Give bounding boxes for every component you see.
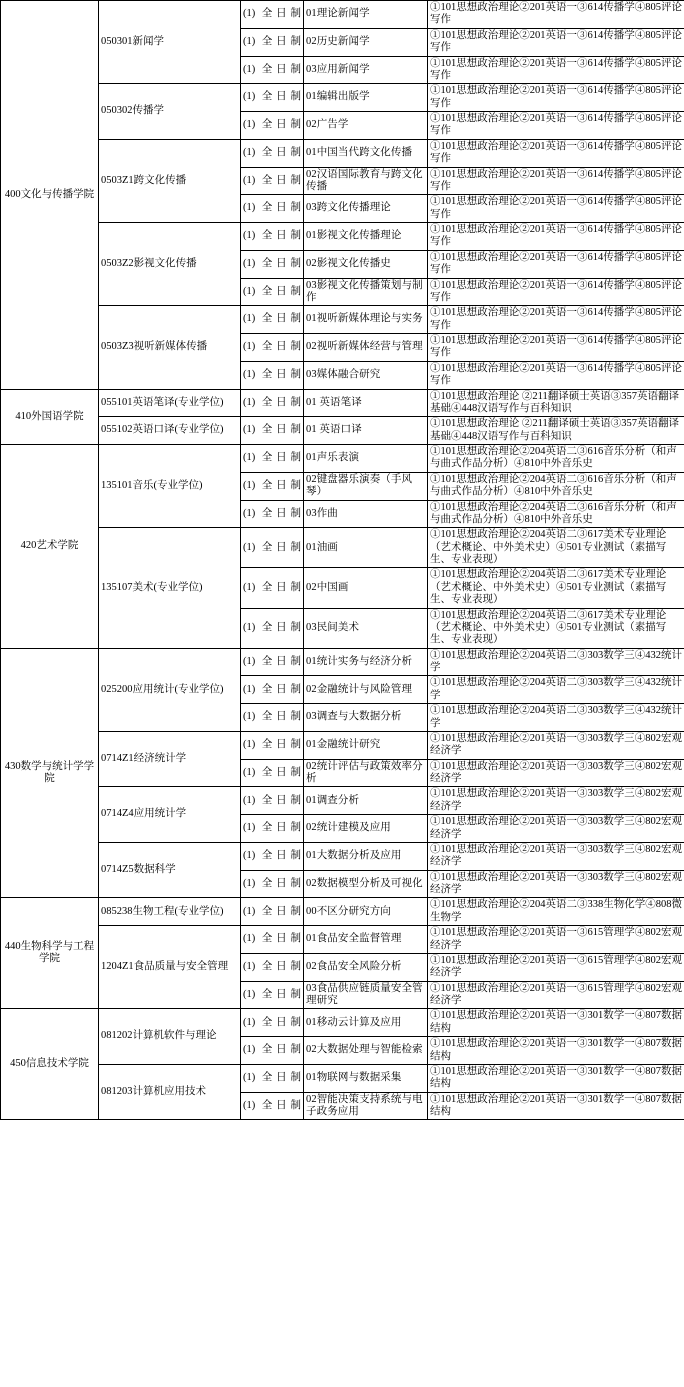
study-mode-cell [241, 334, 304, 362]
study-mode-label: (1) 全日制 [243, 202, 301, 214]
exam-subjects-cell: ①101思想政治理论②201英语一③303数学三④802宏观经济学 [428, 731, 684, 759]
research-direction-cell: 03应用新闻学 [304, 56, 428, 84]
research-direction-cell: 02键盘器乐演奏（手风琴） [304, 472, 428, 500]
study-mode-cell [241, 1009, 304, 1037]
major-name-cell: 081202计算机软件与理论 [99, 1009, 241, 1065]
research-direction-cell: 01统计实务与经济分析 [304, 648, 428, 676]
research-direction-cell: 01 英语口译 [304, 417, 428, 445]
research-direction-cell: 01食品安全监督管理 [304, 926, 428, 954]
study-mode-label: (1) 全日制 [243, 621, 301, 633]
exam-subjects-cell: ①101思想政治理论 ②211翻译硕士英语③357英语翻译基础④448汉语写作与百科知识 [428, 417, 684, 445]
study-mode-label: (1) 全日制 [243, 91, 301, 103]
study-mode-cell [241, 472, 304, 500]
exam-subjects-cell: ①101思想政治理论②204英语二③303数学三④432统计学 [428, 676, 684, 704]
research-direction-cell: 03食品供应链质量安全管理研究 [304, 981, 428, 1009]
study-mode-cell [241, 815, 304, 843]
study-mode-cell [241, 84, 304, 112]
study-mode-label: (1) 全日制 [243, 655, 301, 667]
college-name-cell: 400文化与传播学院 [1, 1, 99, 390]
table-row [1, 898, 684, 926]
exam-subjects-cell: ①101思想政治理论②201英语一③301数学一④807数据结构 [428, 1009, 684, 1037]
college-name-cell: 440生物科学与工程学院 [1, 898, 99, 1009]
study-mode-label: (1) 全日制 [243, 313, 301, 325]
exam-subjects-cell: ①101思想政治理论②201英语一③614传播学④805评论写作 [428, 167, 684, 195]
exam-subjects-cell: ①101思想政治理论②201英语一③303数学三④802宏观经济学 [428, 787, 684, 815]
major-name-cell: 0503Z3视听新媒体传播 [99, 306, 241, 389]
study-mode-cell [241, 953, 304, 981]
research-direction-cell: 01影视文化传播理论 [304, 223, 428, 251]
study-mode-cell [241, 139, 304, 167]
major-name-cell: 081203计算机应用技术 [99, 1064, 241, 1120]
study-mode-cell [241, 112, 304, 140]
major-name-cell: 0503Z2影视文化传播 [99, 223, 241, 306]
study-mode-cell [241, 731, 304, 759]
study-mode-cell [241, 417, 304, 445]
study-mode-label: (1) 全日制 [243, 850, 301, 862]
major-name-cell: 0714Z5数据科学 [99, 842, 241, 898]
research-direction-cell: 03影视文化传播策划与制作 [304, 278, 428, 306]
exam-subjects-cell: ①101思想政治理论 ②211翻译硕士英语③357英语翻译基础④448汉语写作与百科知识 [428, 389, 684, 417]
exam-subjects-cell: ①101思想政治理论②201英语一③614传播学④805评论写作 [428, 250, 684, 278]
study-mode-cell [241, 278, 304, 306]
exam-subjects-cell: ①101思想政治理论②201英语一③614传播学④805评论写作 [428, 334, 684, 362]
research-direction-cell: 03媒体融合研究 [304, 361, 428, 389]
study-mode-cell [241, 568, 304, 608]
major-name-cell: 1204Z1食品质量与安全管理 [99, 926, 241, 1009]
research-direction-cell: 02中国画 [304, 568, 428, 608]
study-mode-label: (1) 全日制 [243, 683, 301, 695]
study-mode-cell [241, 528, 304, 568]
table-row [1, 306, 684, 334]
research-direction-cell: 02视听新媒体经营与管理 [304, 334, 428, 362]
college-name-cell: 430数学与统计学学院 [1, 648, 99, 898]
exam-subjects-cell: ①101思想政治理论②201英语一③614传播学④805评论写作 [428, 361, 684, 389]
exam-subjects-cell: ①101思想政治理论②201英语一③303数学三④802宏观经济学 [428, 815, 684, 843]
study-mode-label: (1) 全日制 [243, 257, 301, 269]
study-mode-label: (1) 全日制 [243, 341, 301, 353]
study-mode-cell [241, 195, 304, 223]
research-direction-cell: 03民间美术 [304, 608, 428, 648]
study-mode-label: (1) 全日制 [243, 1072, 301, 1084]
research-direction-cell: 02统计评估与政策效率分析 [304, 759, 428, 787]
major-name-cell: 085238生物工程(专业学位) [99, 898, 241, 926]
table-row [1, 787, 684, 815]
research-direction-cell: 01中国当代跨文化传播 [304, 139, 428, 167]
table-row [1, 1, 684, 29]
study-mode-cell [241, 223, 304, 251]
study-mode-label: (1) 全日制 [243, 174, 301, 186]
table-row [1, 389, 684, 417]
exam-subjects-cell: ①101思想政治理论②201英语一③614传播学④805评论写作 [428, 56, 684, 84]
table-row [1, 417, 684, 445]
study-mode-label: (1) 全日制 [243, 368, 301, 380]
study-mode-cell [241, 981, 304, 1009]
major-name-cell: 0714Z4应用统计学 [99, 787, 241, 843]
research-direction-cell: 01移动云计算及应用 [304, 1009, 428, 1037]
study-mode-label: (1) 全日制 [243, 988, 301, 1000]
study-mode-label: (1) 全日制 [243, 424, 301, 436]
study-mode-label: (1) 全日制 [243, 1016, 301, 1028]
research-direction-cell: 02汉语国际教育与跨文化传播 [304, 167, 428, 195]
research-direction-cell: 01金融统计研究 [304, 731, 428, 759]
research-direction-cell: 01油画 [304, 528, 428, 568]
exam-subjects-cell: ①101思想政治理论②201英语一③303数学三④802宏观经济学 [428, 759, 684, 787]
study-mode-cell [241, 926, 304, 954]
study-mode-cell [241, 676, 304, 704]
table-row [1, 842, 684, 870]
exam-subjects-cell: ①101思想政治理论②204英语二③303数学三④432统计学 [428, 704, 684, 732]
exam-subjects-cell: ①101思想政治理论②201英语一③615管理学④802宏观经济学 [428, 981, 684, 1009]
study-mode-cell [241, 759, 304, 787]
study-mode-label: (1) 全日制 [243, 452, 301, 464]
research-direction-cell: 01调查分析 [304, 787, 428, 815]
study-mode-label: (1) 全日制 [243, 711, 301, 723]
exam-subjects-cell: ①101思想政治理论②201英语一③301数学一④807数据结构 [428, 1037, 684, 1065]
study-mode-label: (1) 全日制 [243, 766, 301, 778]
study-mode-cell [241, 500, 304, 528]
study-mode-label: (1) 全日制 [243, 581, 301, 593]
research-direction-cell: 01理论新闻学 [304, 1, 428, 29]
study-mode-cell [241, 842, 304, 870]
college-name-cell: 450信息技术学院 [1, 1009, 99, 1120]
study-mode-label: (1) 全日制 [243, 35, 301, 47]
table-row [1, 731, 684, 759]
major-name-cell: 055101英语笔译(专业学位) [99, 389, 241, 417]
exam-subjects-cell: ①101思想政治理论②201英语一③614传播学④805评论写作 [428, 306, 684, 334]
research-direction-cell: 02历史新闻学 [304, 28, 428, 56]
study-mode-cell [241, 1037, 304, 1065]
table-row [1, 445, 684, 473]
study-mode-label: (1) 全日制 [243, 905, 301, 917]
research-direction-cell: 01大数据分析及应用 [304, 842, 428, 870]
exam-subjects-cell: ①101思想政治理论②204英语二③617美术专业理论（艺术概论、中外美术史）④501专业测试（素描写生、专业表现） [428, 568, 684, 608]
study-mode-label: (1) 全日制 [243, 1044, 301, 1056]
research-direction-cell: 02统计建模及应用 [304, 815, 428, 843]
study-mode-label: (1) 全日制 [243, 794, 301, 806]
research-direction-cell: 01视听新媒体理论与实务 [304, 306, 428, 334]
major-name-cell: 025200应用统计(专业学位) [99, 648, 241, 731]
research-direction-cell: 02数据模型分析及可视化 [304, 870, 428, 898]
exam-subjects-cell: ①101思想政治理论②204英语二③616音乐分析（和声与曲式作品分析）④810中外音乐史 [428, 500, 684, 528]
study-mode-label: (1) 全日制 [243, 230, 301, 242]
study-mode-cell [241, 250, 304, 278]
major-name-cell: 0714Z1经济统计学 [99, 731, 241, 787]
exam-subjects-cell: ①101思想政治理论②201英语一③614传播学④805评论写作 [428, 1, 684, 29]
research-direction-cell: 01声乐表演 [304, 445, 428, 473]
table-row [1, 1009, 684, 1037]
exam-subjects-cell: ①101思想政治理论②201英语一③614传播学④805评论写作 [428, 278, 684, 306]
study-mode-label: (1) 全日制 [243, 541, 301, 553]
study-mode-cell [241, 28, 304, 56]
major-name-cell: 050301新闻学 [99, 1, 241, 84]
table-row [1, 528, 684, 568]
study-mode-cell [241, 56, 304, 84]
study-mode-label: (1) 全日制 [243, 479, 301, 491]
study-mode-label: (1) 全日制 [243, 877, 301, 889]
research-direction-cell: 00不区分研究方向 [304, 898, 428, 926]
study-mode-cell [241, 389, 304, 417]
exam-subjects-cell: ①101思想政治理论②201英语一③614传播学④805评论写作 [428, 84, 684, 112]
exam-subjects-cell: ①101思想政治理论②204英语二③616音乐分析（和声与曲式作品分析）④810中外音乐史 [428, 445, 684, 473]
table-row [1, 1064, 684, 1092]
exam-subjects-cell: ①101思想政治理论②204英语二③617美术专业理论（艺术概论、中外美术史）④501专业测试（素描写生、专业表现） [428, 608, 684, 648]
study-mode-cell [241, 648, 304, 676]
study-mode-label: (1) 全日制 [243, 146, 301, 158]
exam-subjects-cell: ①101思想政治理论②201英语一③614传播学④805评论写作 [428, 28, 684, 56]
study-mode-cell [241, 1064, 304, 1092]
exam-subjects-cell: ①101思想政治理论②204英语二③338生物化学④808微生物学 [428, 898, 684, 926]
college-name-cell: 410外国语学院 [1, 389, 99, 445]
research-direction-cell: 03跨文化传播理论 [304, 195, 428, 223]
exam-subjects-cell: ①101思想政治理论②201英语一③303数学三④802宏观经济学 [428, 870, 684, 898]
exam-subjects-cell: ①101思想政治理论②201英语一③303数学三④802宏观经济学 [428, 842, 684, 870]
research-direction-cell: 02食品安全风险分析 [304, 953, 428, 981]
study-mode-label: (1) 全日制 [243, 8, 301, 20]
major-name-cell: 050302传播学 [99, 84, 241, 140]
study-mode-label: (1) 全日制 [243, 933, 301, 945]
exam-subjects-cell: ①101思想政治理论②204英语二③616音乐分析（和声与曲式作品分析）④810中外音乐史 [428, 472, 684, 500]
table-row [1, 648, 684, 676]
research-direction-cell: 02智能决策支持系统与电子政务应用 [304, 1092, 428, 1120]
major-name-cell: 135101音乐(专业学位) [99, 445, 241, 528]
study-mode-label: (1) 全日制 [243, 119, 301, 131]
exam-subjects-cell: ①101思想政治理论②204英语二③303数学三④432统计学 [428, 648, 684, 676]
exam-subjects-cell: ①101思想政治理论②201英语一③301数学一④807数据结构 [428, 1064, 684, 1092]
study-mode-cell [241, 167, 304, 195]
exam-subjects-cell: ①101思想政治理论②201英语一③615管理学④802宏观经济学 [428, 926, 684, 954]
research-direction-cell: 03调查与大数据分析 [304, 704, 428, 732]
major-name-cell: 0503Z1跨文化传播 [99, 139, 241, 222]
study-mode-label: (1) 全日制 [243, 961, 301, 973]
study-mode-cell [241, 1, 304, 29]
table-row [1, 139, 684, 167]
study-mode-cell [241, 608, 304, 648]
study-mode-cell [241, 704, 304, 732]
research-direction-cell: 02影视文化传播史 [304, 250, 428, 278]
research-direction-cell: 02大数据处理与智能检索 [304, 1037, 428, 1065]
study-mode-cell [241, 361, 304, 389]
table-row [1, 926, 684, 954]
research-direction-cell: 02广告学 [304, 112, 428, 140]
study-mode-label: (1) 全日制 [243, 396, 301, 408]
study-mode-cell [241, 870, 304, 898]
study-mode-label: (1) 全日制 [243, 507, 301, 519]
study-mode-label: (1) 全日制 [243, 822, 301, 834]
study-mode-label: (1) 全日制 [243, 739, 301, 751]
exam-subjects-cell: ①101思想政治理论②201英语一③614传播学④805评论写作 [428, 139, 684, 167]
table-row [1, 84, 684, 112]
study-mode-cell [241, 787, 304, 815]
major-name-cell: 135107美术(专业学位) [99, 528, 241, 648]
study-mode-cell [241, 1092, 304, 1120]
exam-subjects-cell: ①101思想政治理论②201英语一③614传播学④805评论写作 [428, 195, 684, 223]
exam-subjects-cell: ①101思想政治理论②201英语一③614传播学④805评论写作 [428, 223, 684, 251]
study-mode-label: (1) 全日制 [243, 63, 301, 75]
research-direction-cell: 01物联网与数据采集 [304, 1064, 428, 1092]
study-mode-label: (1) 全日制 [243, 1099, 301, 1111]
table-row [1, 223, 684, 251]
college-name-cell: 420艺术学院 [1, 445, 99, 649]
study-mode-cell [241, 898, 304, 926]
exam-subjects-cell: ①101思想政治理论②201英语一③615管理学④802宏观经济学 [428, 953, 684, 981]
major-name-cell: 055102英语口译(专业学位) [99, 417, 241, 445]
study-mode-cell [241, 445, 304, 473]
research-direction-cell: 01 英语笔译 [304, 389, 428, 417]
research-direction-cell: 01编辑出版学 [304, 84, 428, 112]
study-mode-cell [241, 306, 304, 334]
study-mode-label: (1) 全日制 [243, 285, 301, 297]
exam-subjects-cell: ①101思想政治理论②201英语一③301数学一④807数据结构 [428, 1092, 684, 1120]
exam-subjects-cell: ①101思想政治理论②201英语一③614传播学④805评论写作 [428, 112, 684, 140]
research-direction-cell: 03作曲 [304, 500, 428, 528]
catalog-body [1, 1, 684, 1120]
exam-subjects-cell: ①101思想政治理论②204英语二③617美术专业理论（艺术概论、中外美术史）④501专业测试（素描写生、专业表现） [428, 528, 684, 568]
research-direction-cell: 02金融统计与风险管理 [304, 676, 428, 704]
